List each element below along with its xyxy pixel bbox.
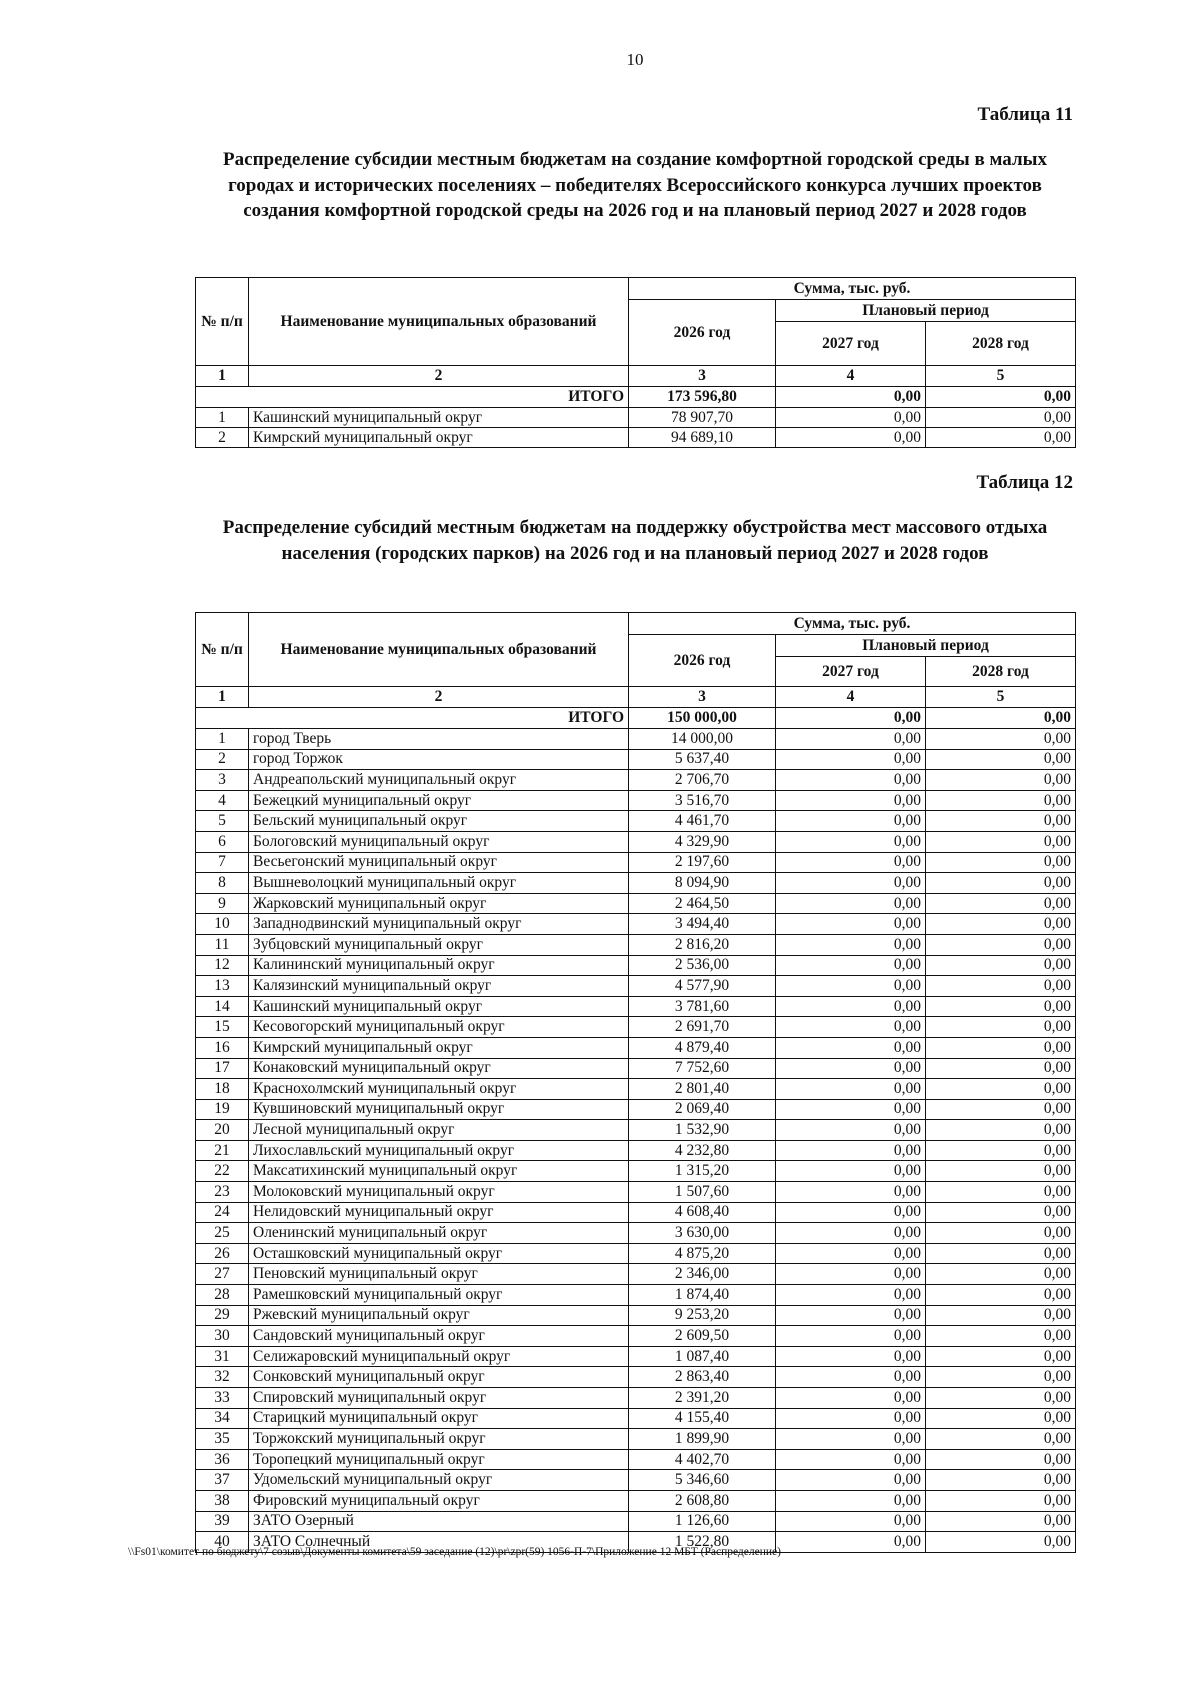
table-row: [196, 831, 1076, 852]
table-row: [196, 955, 1076, 976]
header-idx: 4: [776, 687, 926, 708]
row-num: 36: [196, 1449, 249, 1470]
header-idx: 5: [926, 366, 1076, 387]
row-v3: 0,00: [926, 770, 1076, 791]
row-v1: 3 516,70: [629, 790, 776, 811]
row-v3: 0,00: [926, 852, 1076, 873]
row-v3: 0,00: [926, 955, 1076, 976]
row-num: 25: [196, 1223, 249, 1244]
row-num: 13: [196, 976, 249, 997]
row-name: ЗАТО Солнечный: [249, 1532, 629, 1553]
row-v2: 0,00: [776, 729, 926, 750]
row-num: 1: [196, 729, 249, 750]
row-v2: 0,00: [776, 1408, 926, 1429]
total-v3: 0,00: [926, 708, 1076, 729]
row-name: Кашинский муниципальный округ: [249, 408, 629, 428]
row-name: ЗАТО Озерный: [249, 1511, 629, 1532]
row-num: 24: [196, 1202, 249, 1223]
row-name: Нелидовский муниципальный округ: [249, 1202, 629, 1223]
row-name: Пеновский муниципальный округ: [249, 1264, 629, 1285]
table-row: [196, 1264, 1076, 1285]
row-v3: 0,00: [926, 831, 1076, 852]
row-name: Бельский муниципальный округ: [249, 811, 629, 832]
row-v3: 0,00: [926, 873, 1076, 894]
table-row: [196, 1099, 1076, 1120]
row-name: Бологовский муниципальный округ: [249, 831, 629, 852]
header-sum: Сумма, тыс. руб.: [629, 278, 1076, 300]
total-label: ИТОГО: [196, 708, 629, 729]
table11-label: Таблица 11: [977, 104, 1073, 125]
row-num: 29: [196, 1305, 249, 1326]
row-v2: 0,00: [776, 1182, 926, 1203]
row-v1: 4 329,90: [629, 831, 776, 852]
row-v3: 0,00: [926, 1202, 1076, 1223]
row-name: Ржевский муниципальный округ: [249, 1305, 629, 1326]
row-v3: 0,00: [926, 1058, 1076, 1079]
row-v3: 0,00: [926, 1161, 1076, 1182]
row-v1: 4 232,80: [629, 1140, 776, 1161]
table-row: [196, 1388, 1076, 1409]
row-name: Бежецкий муниципальный округ: [249, 790, 629, 811]
table11: [195, 277, 1076, 448]
row-v2: 0,00: [776, 1140, 926, 1161]
row-v1: 4 402,70: [629, 1449, 776, 1470]
row-name: Сонковский муниципальный округ: [249, 1367, 629, 1388]
row-v2: 0,00: [776, 1058, 926, 1079]
row-v3: 0,00: [926, 1285, 1076, 1306]
header-plan: Плановый период: [776, 635, 1076, 657]
total-v1: 173 596,80: [629, 387, 776, 408]
row-num: 16: [196, 1037, 249, 1058]
row-name: Зубцовский муниципальный округ: [249, 934, 629, 955]
table-row: [196, 1285, 1076, 1306]
table-row: [196, 1182, 1076, 1203]
row-num: 17: [196, 1058, 249, 1079]
row-v1: 2 816,20: [629, 934, 776, 955]
total-label: ИТОГО: [196, 387, 629, 408]
row-num: 22: [196, 1161, 249, 1182]
table-row: [196, 934, 1076, 955]
row-name: Лесной муниципальный округ: [249, 1120, 629, 1141]
header-year2: 2027 год: [776, 322, 926, 366]
row-v3: 0,00: [926, 1449, 1076, 1470]
table-row: [196, 1161, 1076, 1182]
row-name: Конаковский муниципальный округ: [249, 1058, 629, 1079]
row-v2: 0,00: [776, 1388, 926, 1409]
row-num: 39: [196, 1511, 249, 1532]
table-row: [196, 1243, 1076, 1264]
row-v3: 0,00: [926, 1017, 1076, 1038]
header-name: Наименование муниципальных образований: [249, 613, 629, 687]
row-v2: 0,00: [776, 1305, 926, 1326]
row-v2: 0,00: [776, 893, 926, 914]
table-row: [196, 1202, 1076, 1223]
row-v1: 1 874,40: [629, 1285, 776, 1306]
row-v1: 94 689,10: [629, 428, 776, 448]
header-idx: 1: [196, 687, 249, 708]
row-v1: 1 522,80: [629, 1532, 776, 1553]
header-idx: 2: [249, 687, 629, 708]
row-v1: 8 094,90: [629, 873, 776, 894]
row-v3: 0,00: [926, 1470, 1076, 1491]
row-v2: 0,00: [776, 831, 926, 852]
row-v2: 0,00: [776, 1346, 926, 1367]
row-v3: 0,00: [926, 790, 1076, 811]
table-row: [196, 893, 1076, 914]
row-v2: 0,00: [776, 955, 926, 976]
row-v2: 0,00: [776, 1367, 926, 1388]
row-num: 21: [196, 1140, 249, 1161]
row-v3: 0,00: [926, 1408, 1076, 1429]
row-num: 15: [196, 1017, 249, 1038]
row-name: Кувшиновский муниципальный округ: [249, 1099, 629, 1120]
row-name: Оленинский муниципальный округ: [249, 1223, 629, 1244]
header-plan: Плановый период: [776, 300, 1076, 322]
table-row: [196, 1037, 1076, 1058]
table12-title: Распределение субсидий местным бюджетам на поддержку обустройства мест массового отдыха населения (городских парков) на 2026 год и на плановый период 2027 и 2028 годов: [222, 517, 1048, 564]
row-num: 2: [196, 428, 249, 448]
row-v1: 4 461,70: [629, 811, 776, 832]
row-v2: 0,00: [776, 1285, 926, 1306]
row-num: 12: [196, 955, 249, 976]
table-row: [196, 811, 1076, 832]
table-row: [196, 1367, 1076, 1388]
row-v3: 0,00: [926, 1305, 1076, 1326]
total-v2: 0,00: [776, 387, 926, 408]
table-row: [196, 1408, 1076, 1429]
table-row: [196, 1449, 1076, 1470]
header-num: № п/п: [196, 278, 249, 366]
row-v1: 1 899,90: [629, 1429, 776, 1450]
row-v3: 0,00: [926, 996, 1076, 1017]
row-v3: 0,00: [926, 1264, 1076, 1285]
table-row: [196, 1511, 1076, 1532]
row-name: Западнодвинский муниципальный округ: [249, 914, 629, 935]
row-v3: 0,00: [926, 1429, 1076, 1450]
row-num: 23: [196, 1182, 249, 1203]
row-v2: 0,00: [776, 1099, 926, 1120]
row-v2: 0,00: [776, 914, 926, 935]
table-row: [196, 1120, 1076, 1141]
row-v2: 0,00: [776, 1161, 926, 1182]
row-num: 31: [196, 1346, 249, 1367]
header-idx: 1: [196, 366, 249, 387]
row-name: Кимрский муниципальный округ: [249, 1037, 629, 1058]
row-v2: 0,00: [776, 790, 926, 811]
row-v3: 0,00: [926, 1243, 1076, 1264]
page-number: 10: [626, 50, 644, 69]
row-v2: 0,00: [776, 1243, 926, 1264]
row-num: 33: [196, 1388, 249, 1409]
row-v3: 0,00: [926, 1223, 1076, 1244]
row-num: 9: [196, 893, 249, 914]
row-v1: 4 875,20: [629, 1243, 776, 1264]
row-v1: 2 391,20: [629, 1388, 776, 1409]
table-row: [196, 914, 1076, 935]
row-name: Краснохолмский муниципальный округ: [249, 1079, 629, 1100]
header-idx: 2: [249, 366, 629, 387]
row-v1: 78 907,70: [629, 408, 776, 428]
total-v1: 150 000,00: [629, 708, 776, 729]
row-name: Осташковский муниципальный округ: [249, 1243, 629, 1264]
row-v1: 2 801,40: [629, 1079, 776, 1100]
row-name: Сандовский муниципальный округ: [249, 1326, 629, 1347]
row-name: Калязинский муниципальный округ: [249, 976, 629, 997]
row-v2: 0,00: [776, 1079, 926, 1100]
row-v1: 4 155,40: [629, 1408, 776, 1429]
table-row: [196, 1470, 1076, 1491]
table-row: [196, 1346, 1076, 1367]
row-v1: 5 346,60: [629, 1470, 776, 1491]
table-row: [196, 996, 1076, 1017]
table-row: [196, 852, 1076, 873]
footer-path: \\Fs01\комитет по бюджету\7 созыв\Документы комитета\59 заседание (12)\pr\zpr(59) 1056-П-7\Приложение 12 МБТ (Распределение): [128, 1546, 781, 1558]
row-num: 35: [196, 1429, 249, 1450]
header-sum: Сумма, тыс. руб.: [629, 613, 1076, 635]
row-v2: 0,00: [776, 976, 926, 997]
row-v1: 2 069,40: [629, 1099, 776, 1120]
row-name: Кесовогорский муниципальный округ: [249, 1017, 629, 1038]
row-v1: 2 464,50: [629, 893, 776, 914]
row-name: Молоковский муниципальный округ: [249, 1182, 629, 1203]
row-v1: 3 630,00: [629, 1223, 776, 1244]
row-v3: 0,00: [926, 1037, 1076, 1058]
total-v2: 0,00: [776, 708, 926, 729]
row-v1: 2 863,40: [629, 1367, 776, 1388]
header-idx: 4: [776, 366, 926, 387]
table-row: [196, 408, 1076, 428]
row-num: 40: [196, 1532, 249, 1553]
row-v3: 0,00: [926, 1079, 1076, 1100]
row-v1: 2 706,70: [629, 770, 776, 791]
row-v2: 0,00: [776, 1202, 926, 1223]
row-v2: 0,00: [776, 1511, 926, 1532]
row-num: 6: [196, 831, 249, 852]
row-num: 8: [196, 873, 249, 894]
row-v3: 0,00: [926, 428, 1076, 448]
total-row: [196, 387, 1076, 408]
row-v3: 0,00: [926, 1120, 1076, 1141]
row-num: 20: [196, 1120, 249, 1141]
row-v1: 2 536,00: [629, 955, 776, 976]
row-num: 14: [196, 996, 249, 1017]
row-v1: 3 781,60: [629, 996, 776, 1017]
row-v3: 0,00: [926, 1367, 1076, 1388]
row-v3: 0,00: [926, 1099, 1076, 1120]
row-num: 7: [196, 852, 249, 873]
row-v2: 0,00: [776, 770, 926, 791]
table-row: [196, 1305, 1076, 1326]
row-name: Лихославльский муниципальный округ: [249, 1140, 629, 1161]
row-v3: 0,00: [926, 1326, 1076, 1347]
row-v2: 0,00: [776, 1223, 926, 1244]
header-year3: 2028 год: [926, 322, 1076, 366]
row-v2: 0,00: [776, 1470, 926, 1491]
row-v3: 0,00: [926, 811, 1076, 832]
row-v1: 7 752,60: [629, 1058, 776, 1079]
row-v2: 0,00: [776, 1037, 926, 1058]
row-v3: 0,00: [926, 914, 1076, 935]
row-name: Максатихинский муниципальный округ: [249, 1161, 629, 1182]
row-name: город Торжок: [249, 749, 629, 770]
row-v2: 0,00: [776, 1264, 926, 1285]
row-v1: 2 608,80: [629, 1490, 776, 1511]
row-v2: 0,00: [776, 1490, 926, 1511]
table-row: [196, 1058, 1076, 1079]
row-name: Фировский муниципальный округ: [249, 1490, 629, 1511]
header-year1: 2026 год: [629, 635, 776, 687]
row-v3: 0,00: [926, 934, 1076, 955]
table-row: [196, 1079, 1076, 1100]
table-row: [196, 873, 1076, 894]
row-v1: 2 609,50: [629, 1326, 776, 1347]
row-num: 10: [196, 914, 249, 935]
table-row: [196, 790, 1076, 811]
row-v3: 0,00: [926, 749, 1076, 770]
row-v1: 3 494,40: [629, 914, 776, 935]
table-row: [196, 976, 1076, 997]
header-idx: 3: [629, 366, 776, 387]
table-row: [196, 1429, 1076, 1450]
table-row: [196, 1140, 1076, 1161]
row-v2: 0,00: [776, 934, 926, 955]
row-v1: 14 000,00: [629, 729, 776, 750]
row-v1: 4 879,40: [629, 1037, 776, 1058]
row-num: 11: [196, 934, 249, 955]
row-num: 3: [196, 770, 249, 791]
row-name: Удомельский муниципальный округ: [249, 1470, 629, 1491]
header-year2: 2027 год: [776, 657, 926, 687]
row-name: Старицкий муниципальный округ: [249, 1408, 629, 1429]
row-name: Кимрский муниципальный округ: [249, 428, 629, 448]
table-row: [196, 749, 1076, 770]
total-v3: 0,00: [926, 387, 1076, 408]
row-v3: 0,00: [926, 1140, 1076, 1161]
row-v3: 0,00: [926, 1182, 1076, 1203]
row-v1: 1 315,20: [629, 1161, 776, 1182]
row-num: 1: [196, 408, 249, 428]
row-v2: 0,00: [776, 1532, 926, 1553]
table-row: [196, 1326, 1076, 1347]
row-name: Спировский муниципальный округ: [249, 1388, 629, 1409]
row-num: 27: [196, 1264, 249, 1285]
table12-label: Таблица 12: [976, 472, 1073, 493]
table-row: [196, 428, 1076, 448]
row-v2: 0,00: [776, 1326, 926, 1347]
header-year1: 2026 год: [629, 300, 776, 366]
row-name: Калининский муниципальный округ: [249, 955, 629, 976]
row-num: 37: [196, 1470, 249, 1491]
table12: [195, 612, 1076, 1553]
row-v2: 0,00: [776, 852, 926, 873]
row-num: 19: [196, 1099, 249, 1120]
row-num: 34: [196, 1408, 249, 1429]
row-num: 26: [196, 1243, 249, 1264]
row-name: Селижаровский муниципальный округ: [249, 1346, 629, 1367]
row-v3: 0,00: [926, 893, 1076, 914]
row-v2: 0,00: [776, 408, 926, 428]
row-name: город Тверь: [249, 729, 629, 750]
row-v1: 4 577,90: [629, 976, 776, 997]
row-v3: 0,00: [926, 1490, 1076, 1511]
row-name: Весьегонский муниципальный округ: [249, 852, 629, 873]
row-name: Жарковский муниципальный округ: [249, 893, 629, 914]
row-v1: 1 532,90: [629, 1120, 776, 1141]
row-num: 32: [196, 1367, 249, 1388]
row-v1: 1 126,60: [629, 1511, 776, 1532]
table11-title: Распределение субсидии местным бюджетам на создание комфортной городской среды в малых городах и исторических поселениях – победителях Всероссийского конкурса лучших проектов создания комфортной городской среды на 2026 год и на плановый период 2027 и 2028 годов: [223, 149, 1047, 221]
row-v3: 0,00: [926, 976, 1076, 997]
header-idx: 3: [629, 687, 776, 708]
row-v1: 2 691,70: [629, 1017, 776, 1038]
header-idx: 5: [926, 687, 1076, 708]
row-v2: 0,00: [776, 1449, 926, 1470]
table-row: [196, 1490, 1076, 1511]
row-name: Кашинский муниципальный округ: [249, 996, 629, 1017]
row-v2: 0,00: [776, 873, 926, 894]
row-name: Андреапольский муниципальный округ: [249, 770, 629, 791]
row-num: 30: [196, 1326, 249, 1347]
row-v1: 1 507,60: [629, 1182, 776, 1203]
row-num: 2: [196, 749, 249, 770]
row-num: 18: [196, 1079, 249, 1100]
row-name: Торопецкий муниципальный округ: [249, 1449, 629, 1470]
header-name: Наименование муниципальных образований: [249, 278, 629, 366]
row-v1: 2 197,60: [629, 852, 776, 873]
row-v2: 0,00: [776, 1120, 926, 1141]
table-row: [196, 1223, 1076, 1244]
row-num: 4: [196, 790, 249, 811]
row-v1: 4 608,40: [629, 1202, 776, 1223]
row-num: 38: [196, 1490, 249, 1511]
row-v3: 0,00: [926, 1532, 1076, 1553]
row-v3: 0,00: [926, 1346, 1076, 1367]
row-v1: 9 253,20: [629, 1305, 776, 1326]
row-v1: 2 346,00: [629, 1264, 776, 1285]
row-v2: 0,00: [776, 1017, 926, 1038]
table-row: [196, 729, 1076, 750]
header-year3: 2028 год: [926, 657, 1076, 687]
row-v2: 0,00: [776, 749, 926, 770]
table-row: [196, 770, 1076, 791]
row-name: Вышневолоцкий муниципальный округ: [249, 873, 629, 894]
table-row: [196, 1017, 1076, 1038]
row-v2: 0,00: [776, 428, 926, 448]
row-v3: 0,00: [926, 1511, 1076, 1532]
row-v2: 0,00: [776, 996, 926, 1017]
row-v2: 0,00: [776, 811, 926, 832]
row-name: Торжокский муниципальный округ: [249, 1429, 629, 1450]
row-v3: 0,00: [926, 408, 1076, 428]
row-num: 5: [196, 811, 249, 832]
row-v3: 0,00: [926, 1388, 1076, 1409]
row-v2: 0,00: [776, 1429, 926, 1450]
row-v1: 5 637,40: [629, 749, 776, 770]
row-name: Рамешковский муниципальный округ: [249, 1285, 629, 1306]
row-v1: 1 087,40: [629, 1346, 776, 1367]
header-num: № п/п: [196, 613, 249, 687]
total-row: [196, 708, 1076, 729]
row-num: 28: [196, 1285, 249, 1306]
row-v3: 0,00: [926, 729, 1076, 750]
